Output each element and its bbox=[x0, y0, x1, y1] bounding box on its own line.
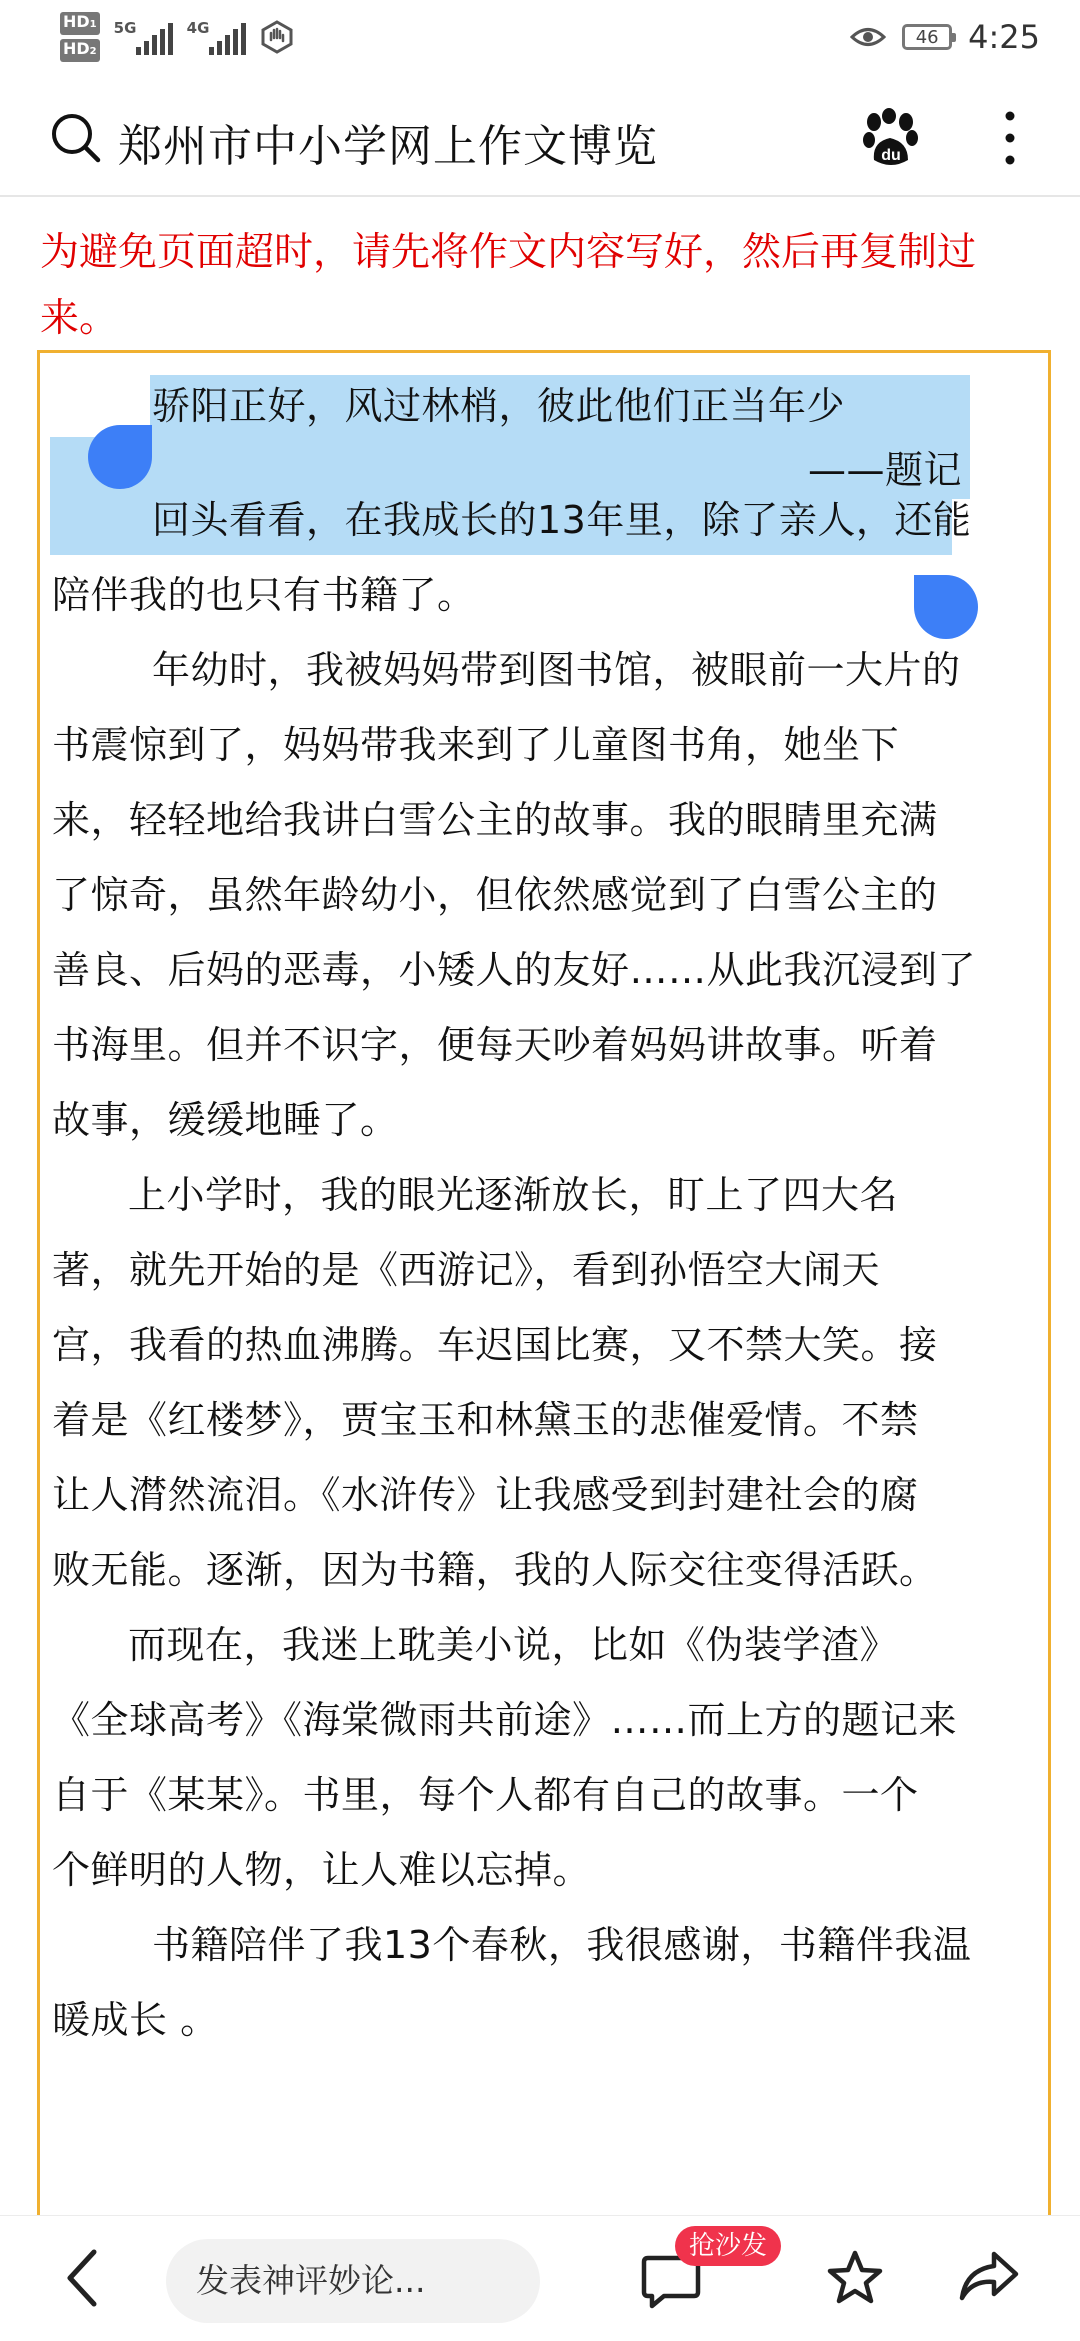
essay-line: 让人潸然流泪。《水浒传》让我感受到封建社会的腐 bbox=[52, 1473, 919, 1517]
essay-line: 着是《红楼梦》，贾宝玉和林黛玉的悲催爱情。不禁 bbox=[52, 1398, 919, 1442]
essay-line: 回头看看，在我成长的13年里，除了亲人，还能 bbox=[152, 498, 972, 542]
battery-icon: 46 bbox=[902, 24, 952, 50]
back-icon[interactable] bbox=[62, 2246, 102, 2310]
essay-line: 书震惊到了，妈妈带我来到了儿童图书角，她坐下 bbox=[52, 723, 900, 767]
bottom-toolbar bbox=[0, 2215, 1080, 2341]
essay-line: 败无能。逐渐，因为书籍，我的人际交往变得活跃。 bbox=[52, 1548, 938, 1592]
search-icon[interactable] bbox=[48, 110, 102, 164]
essay-line: 上小学时，我的眼光逐渐放长，盯上了四大名 bbox=[128, 1173, 899, 1217]
essay-line: 善良、后妈的恶毒，小矮人的友好……从此我沉浸到了 bbox=[52, 948, 977, 992]
essay-line: 而现在，我迷上耽美小说，比如《伪装学渣》 bbox=[128, 1623, 899, 1667]
eye-comfort-icon bbox=[850, 26, 886, 48]
essay-line: 宫，我看的热血沸腾。车迟国比赛，又不禁大笑。接 bbox=[52, 1323, 938, 1367]
baidu-paw-icon[interactable] bbox=[862, 108, 920, 168]
selection-end-handle[interactable] bbox=[914, 575, 978, 639]
share-icon[interactable] bbox=[958, 2248, 1020, 2304]
star-icon[interactable] bbox=[825, 2248, 885, 2308]
comment-input[interactable]: 发表神评妙论... bbox=[166, 2239, 540, 2323]
more-vertical-icon[interactable] bbox=[1000, 110, 1020, 166]
app-header bbox=[0, 80, 1080, 197]
essay-line: 书海里。但并不识字，便每天吵着妈妈讲故事。听着 bbox=[52, 1023, 938, 1067]
essay-line: 《全球高考》《海棠微雨共前途》……而上方的题记来 bbox=[52, 1698, 958, 1742]
selection-start-handle[interactable] bbox=[88, 425, 152, 489]
svg-text:du: du bbox=[881, 147, 901, 164]
page-title: 郑州市中小学网上作文博览 bbox=[118, 121, 658, 172]
hd-indicators bbox=[60, 12, 100, 62]
essay-epigraph: ——题记 bbox=[807, 448, 962, 492]
essay-line: 陪伴我的也只有书籍了。 bbox=[52, 573, 476, 617]
status-bar bbox=[0, 0, 1080, 80]
essay-line: 了惊奇，虽然年龄幼小，但依然感觉到了白雪公主的 bbox=[52, 873, 938, 917]
essay-line: 年幼时，我被妈妈带到图书馆，被眼前一大片的 bbox=[152, 648, 961, 692]
essay-line: 来，轻轻地给我讲白雪公主的故事。我的眼睛里充满 bbox=[52, 798, 938, 842]
essay-line: 书籍陪伴了我13个春秋，我很感谢，书籍伴我温 bbox=[152, 1923, 972, 1967]
sofa-badge[interactable]: 抢沙发 bbox=[675, 2226, 781, 2266]
signal-4g-icon: 4G bbox=[187, 19, 246, 55]
timeout-notice: 为避免页面超时，请先将作文内容写好，然后再复制过来。 bbox=[40, 230, 977, 341]
essay-line: 暖成长 。 bbox=[52, 1998, 219, 2042]
essay-line: 自于《某某》。书里，每个人都有自己的故事。一个 bbox=[52, 1773, 919, 1817]
signal-5g-icon: 5G bbox=[114, 19, 173, 55]
hd1-badge: HD1 bbox=[60, 12, 100, 35]
essay-line: 骄阳正好，风过林梢，彼此他们正当年少 bbox=[152, 384, 846, 428]
clock: 4:25 bbox=[968, 18, 1040, 56]
essay-textarea[interactable] bbox=[37, 350, 1051, 2340]
essay-line: 著，就先开始的是《西游记》，看到孙悟空大闹天 bbox=[52, 1248, 881, 1292]
essay-line: 故事，缓缓地睡了。 bbox=[52, 1098, 399, 1142]
essay-line: 个鲜明的人物，让人难以忘掉。 bbox=[52, 1848, 592, 1892]
hand-icon bbox=[260, 20, 294, 54]
hd2-badge: HD2 bbox=[60, 39, 100, 62]
